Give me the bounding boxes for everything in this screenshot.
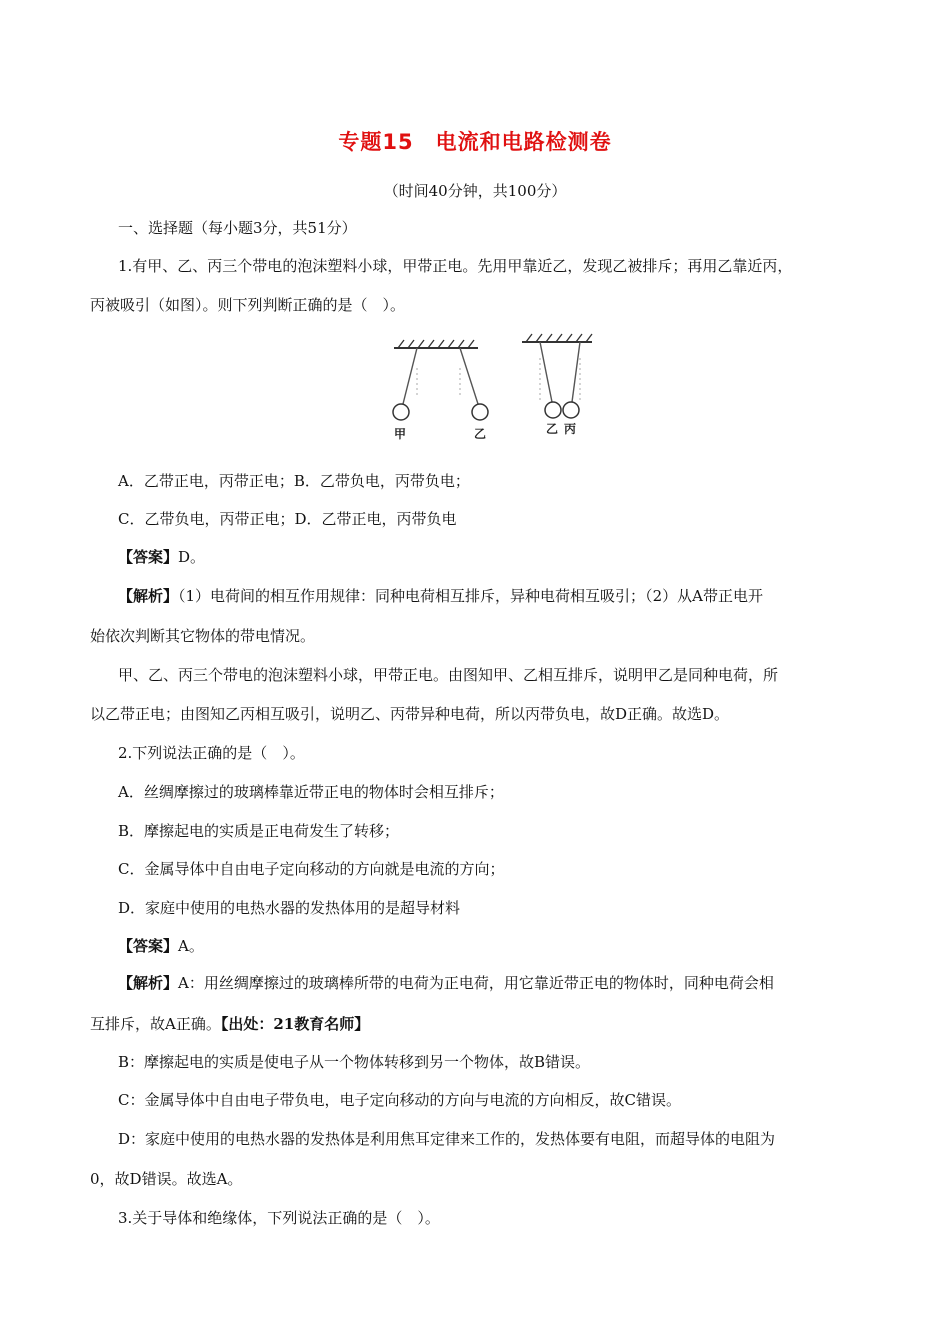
label-bing: 丙 bbox=[564, 422, 577, 436]
q2-analysis-line4: C：金属导体中自由电子带负电，电子定向移动的方向与电流的方向相反，故C错误。 bbox=[118, 1091, 681, 1109]
pendulum-figure bbox=[380, 328, 620, 446]
answer-value: D。 bbox=[178, 548, 206, 566]
analysis-text: 互排斥，故A正确。 bbox=[90, 1015, 221, 1033]
answer-value: A。 bbox=[178, 937, 204, 955]
q1-analysis-line2: 始依次判断其它物体的带电情况。 bbox=[90, 627, 316, 645]
q2-analysis-line5: D：家庭中使用的电热水器的发热体是利用焦耳定律来工作的，发热体要有电阻，而超导体的电阻为 bbox=[118, 1130, 776, 1148]
q3-stem: 3.关于导体和绝缘体，下列说法正确的是（ ）。 bbox=[118, 1209, 440, 1227]
q2-option-c: C．金属导体中自由电子定向移动的方向就是电流的方向； bbox=[118, 860, 505, 878]
q2-answer bbox=[118, 935, 204, 957]
q2-option-d: D．家庭中使用的电热水器的发热体用的是超导材料 bbox=[118, 899, 461, 917]
label-jia: 甲 bbox=[394, 427, 407, 441]
q1-analysis-line1 bbox=[118, 585, 763, 607]
q2-analysis-line6: 0，故D错误。故选A。 bbox=[90, 1170, 243, 1188]
ball-yi-right bbox=[545, 402, 561, 418]
source-tag: 【出处：21教育名师】 bbox=[220, 1015, 370, 1033]
q2-analysis-line2 bbox=[90, 1013, 369, 1035]
q1-options-ab: A．乙带正电，丙带正电；B．乙带负电，丙带负电； bbox=[118, 472, 470, 490]
answer-tag: 【答案】 bbox=[118, 548, 179, 566]
q2-analysis-line3: B：摩擦起电的实质是使电子从一个物体转移到另一个物体，故B错误。 bbox=[118, 1053, 591, 1071]
q2-option-b: B．摩擦起电的实质是正电荷发生了转移； bbox=[118, 822, 400, 840]
label-yi-right: 乙 bbox=[546, 422, 559, 436]
section-heading: 一、选择题（每小题3分，共51分） bbox=[118, 219, 357, 237]
q2-option-a: A．丝绸摩擦过的玻璃棒靠近带正电的物体时会相互排斥； bbox=[118, 783, 504, 801]
ball-yi-left bbox=[472, 404, 488, 420]
page-title: 专题15 电流和电路检测卷 bbox=[338, 130, 612, 154]
q1-options-cd: C．乙带负电，丙带正电；D．乙带正电，丙带负电 bbox=[118, 510, 457, 528]
analysis-text: （1）电荷间的相互作用规律：同种电荷相互排斥，异种电荷相互吸引；（2）从A带正电开 bbox=[178, 587, 763, 605]
q1-analysis-line3: 甲、乙、丙三个带电的泡沫塑料小球，甲带正电。由图知甲、乙相互排斥，说明甲乙是同种电荷，所 bbox=[118, 666, 779, 684]
q2-analysis-line1 bbox=[118, 972, 774, 994]
q1-answer bbox=[118, 546, 205, 568]
label-yi-left: 乙 bbox=[474, 427, 487, 441]
pendulum-diagram bbox=[380, 328, 620, 446]
time-note: （时间40分钟，共100分） bbox=[383, 182, 567, 200]
analysis-text: A：用丝绸摩擦过的玻璃棒所带的电荷为正电荷，用它靠近带正电的物体时，同种电荷会相 bbox=[178, 974, 774, 992]
analysis-tag: 【解析】 bbox=[118, 587, 179, 605]
ball-jia bbox=[393, 404, 409, 420]
q1-stem-line2: 丙被吸引（如图）。则下列判断正确的是（ ）。 bbox=[90, 296, 406, 314]
analysis-tag: 【解析】 bbox=[118, 974, 179, 992]
ball-bing bbox=[563, 402, 579, 418]
answer-tag: 【答案】 bbox=[118, 937, 179, 955]
q2-stem: 2.下列说法正确的是（ ）。 bbox=[118, 744, 305, 762]
q1-analysis-line4: 以乙带正电；由图知乙丙相互吸引，说明乙、丙带异种电荷，所以丙带负电，故D正确。故选D。 bbox=[90, 705, 730, 723]
q1-stem-line1: 1.有甲、乙、丙三个带电的泡沫塑料小球，甲带正电。先用甲靠近乙，发现乙被排斥；再用乙靠近丙， bbox=[118, 257, 793, 275]
